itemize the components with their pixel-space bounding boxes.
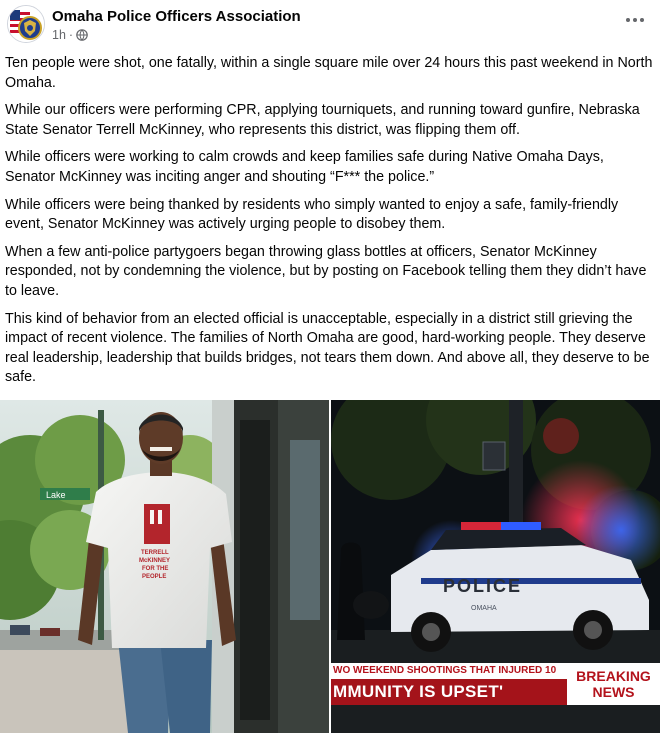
post-images bbox=[0, 400, 660, 733]
shirt-text: PEOPLE bbox=[142, 574, 167, 580]
photo-senator[interactable] bbox=[0, 400, 329, 733]
car-label: POLICE bbox=[443, 576, 523, 596]
post-paragraph: While our officers were performing CPR, applying tourniquets, and running toward gunfire, Nebraska State Senator Terrell McKinney, who represents this district, was flipping them off. bbox=[5, 102, 640, 138]
post-paragraph: While officers were being thanked by residents who simply wanted to enjoy a safe, family-friendly event, Senator McKinney was actively urging people to disobey them. bbox=[5, 196, 619, 233]
street-sign-text: Lake bbox=[46, 490, 66, 500]
post-meta bbox=[52, 28, 88, 42]
news-label: NEWS bbox=[592, 684, 635, 700]
meta-separator: · bbox=[68, 28, 74, 42]
ticker-headline-top: WO WEEKEND SHOOTINGS THAT INJURED 10 bbox=[331, 663, 568, 679]
post-paragraph: While officers were working to calm crowds and keep families safe during Native Omaha Days, Senator McKinney was inciting anger and shouting “F*** the police.” bbox=[5, 149, 604, 185]
post-header bbox=[0, 0, 660, 50]
post-body bbox=[0, 50, 660, 388]
breaking-news-badge bbox=[567, 663, 660, 705]
page-name-link[interactable]: Omaha Police Officers Association bbox=[52, 8, 301, 25]
breaking-label: BREAKING bbox=[576, 668, 651, 684]
car-sublabel: OMAHA bbox=[471, 605, 497, 612]
news-ticker bbox=[331, 663, 660, 705]
post-paragraph: Ten people were shot, one fatally, within a single square mile over 24 hours this past weekend in North Omaha. bbox=[5, 55, 653, 91]
more-options-icon[interactable] bbox=[622, 10, 648, 30]
post-paragraph: When a few anti-police partygoers began throwing glass bottles at officers, Senator McKinney responded, not by condemning the violence, but by posting on Facebook telling them they didn’t have to leave. bbox=[5, 243, 647, 299]
globe-icon bbox=[76, 29, 88, 41]
post-time[interactable]: 1h bbox=[52, 28, 66, 42]
post-paragraph: This kind of behavior from an elected official is unacceptable, especially in a district still grieving the impact of recent violence. The families of North Omaha are good, hard-working people. They deserve real leadership, leadership that builds bridges, not tears them down. And above all, they deserve to be safe. bbox=[5, 310, 650, 386]
shirt-text: FOR THE bbox=[142, 566, 169, 572]
shirt-text: McKINNEY bbox=[139, 558, 171, 564]
shirt-text: TERRELL bbox=[141, 550, 169, 556]
association-logo-icon[interactable] bbox=[7, 5, 45, 43]
photo-police-news[interactable] bbox=[331, 400, 660, 733]
ticker-headline-main: MMUNITY IS UPSET' bbox=[331, 679, 568, 705]
